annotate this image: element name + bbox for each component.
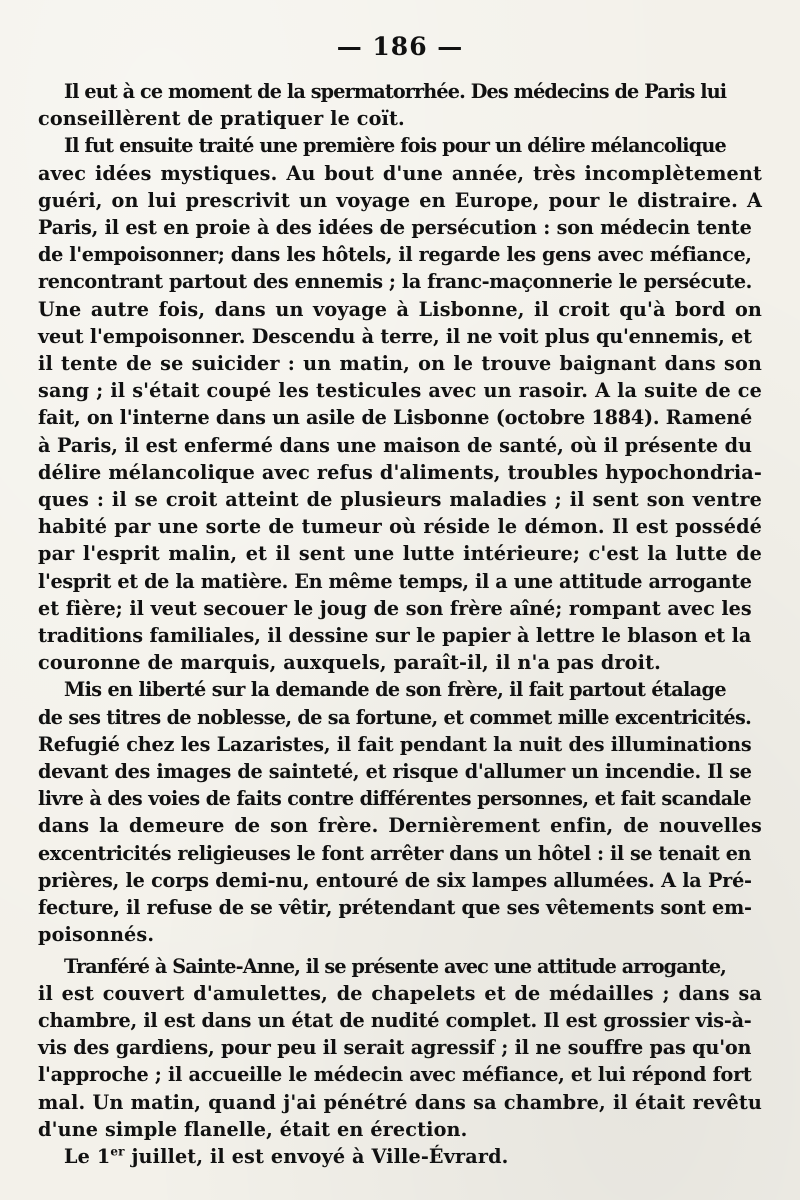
text-line: conseillèrent de pratiquer le coït.: [38, 107, 405, 131]
text-line: poisonnés.: [38, 923, 155, 947]
text-line: l'approche ; il accueille le médecin avec méfiance, et lui répond fort: [38, 1063, 752, 1087]
text-line: Il fut ensuite traité une première fois pour un délire mélancolique: [64, 134, 726, 158]
text-line: Mis en liberté sur la demande de son frère, il fait partout étalage: [64, 678, 726, 702]
text-line: vis des gardiens, pour peu il serait agressif ; il ne souffre pas qu'on: [38, 1036, 752, 1060]
text-line: Paris, il est en proie à des idées de persécution : son médecin tente: [38, 216, 752, 240]
text-line: par l'esprit malin, et il sent une lutte intérieure; c'est la lutte de: [38, 542, 762, 566]
text-line: mal. Un matin, quand j'ai pénétré dans sa chambre, il était revêtu: [38, 1090, 762, 1114]
text-line: prières, le corps demi-nu, entouré de six lampes allumées. A la Pré-: [38, 868, 752, 892]
text-line: Il eut à ce moment de la spermatorrhée. Des médecins de Paris lui: [64, 80, 727, 103]
closing-line: [38, 1143, 762, 1170]
paragraph-3: [38, 676, 762, 948]
text-line: fecture, il refuse de se vêtir, prétendant que ses vêtements sont em-: [38, 896, 752, 920]
text-line: Tranféré à Sainte-Anne, il se présente avec une attitude arrogante,: [64, 954, 726, 978]
text-line: fait, on l'interne dans un asile de Lisbonne (octobre 1884). Ramené: [38, 406, 752, 430]
text-line: avec idées mystiques. Au bout d'une année, très incomplètement: [38, 161, 762, 185]
text-line: à Paris, il est enfermé dans une maison de santé, où il présente du: [38, 433, 752, 457]
closing-suffix: juillet, il est envoyé à Ville-Évrard.: [124, 1144, 509, 1168]
text-line: traditions familiales, il dessine sur le papier à lettre le blason et la: [38, 624, 752, 648]
text-line: couronne de marquis, auxquels, paraît-il, il n'a pas droit.: [38, 651, 661, 675]
page-number: — 186 —: [336, 32, 464, 61]
text-line: il est couvert d'amulettes, de chapelets et de médailles ; dans sa: [38, 981, 762, 1005]
text-line: veut l'empoisonner. Descendu à terre, il ne voit plus qu'ennemis, et: [38, 324, 752, 348]
paragraph-5: [38, 1143, 762, 1170]
text-line: et fière; il veut secouer le joug de son frère aîné; rompant avec les: [38, 596, 752, 620]
text-line: ques : il se croit atteint de plusieurs maladies ; il sent son ventre: [38, 488, 762, 512]
paragraph-2: [38, 132, 762, 676]
text-line: Refugié chez les Lazaristes, il fait pendant la nuit des illuminations: [38, 732, 752, 756]
text-line: chambre, il est dans un état de nudité complet. Il est grossier vis-à-: [38, 1008, 752, 1032]
text-line: excentricités religieuses le font arrêter dans un hôtel : il se tenait en: [38, 841, 752, 865]
paragraph-4: [38, 953, 762, 1143]
text-line: d'une simple flanelle, était en érection.: [38, 1117, 468, 1141]
text-line: livre à des voies de faits contre différentes personnes, et fait scandale: [38, 787, 752, 811]
text-line: sang ; il s'était coupé les testicules avec un rasoir. A la suite de ce: [38, 379, 762, 403]
text-line: de l'empoisonner; dans les hôtels, il regarde les gens avec méfiance,: [38, 243, 752, 267]
closing-superscript: er: [110, 1144, 125, 1159]
closing-prefix: Le 1: [64, 1144, 111, 1168]
text-line: devant des images de sainteté, et risque d'allumer un incendie. Il se: [38, 760, 752, 784]
text-line: l'esprit et de la matière. En même temps, il a une attitude arrogante: [38, 569, 752, 593]
text-line: rencontrant partout des ennemis ; la franc-maçonnerie le persécute.: [38, 270, 752, 294]
text-line: délire mélancolique avec refus d'aliments, troubles hypochondria-: [38, 460, 762, 484]
text-line: guéri, on lui prescrivit un voyage en Europe, pour le distraire. A: [38, 188, 762, 212]
paragraph-1: [38, 78, 762, 132]
text-line: Une autre fois, dans un voyage à Lisbonne, il croit qu'à bord on: [38, 297, 762, 321]
text-line: de ses titres de noblesse, de sa fortune, et commet mille excentricités.: [38, 705, 752, 729]
text-line: dans la demeure de son frère. Dernièrement enfin, de nouvelles: [38, 814, 762, 838]
text-line: habité par une sorte de tumeur où réside le démon. Il est possédé: [38, 515, 762, 539]
text-line: il tente de se suicider : un matin, on le trouve baignant dans son: [38, 352, 762, 376]
